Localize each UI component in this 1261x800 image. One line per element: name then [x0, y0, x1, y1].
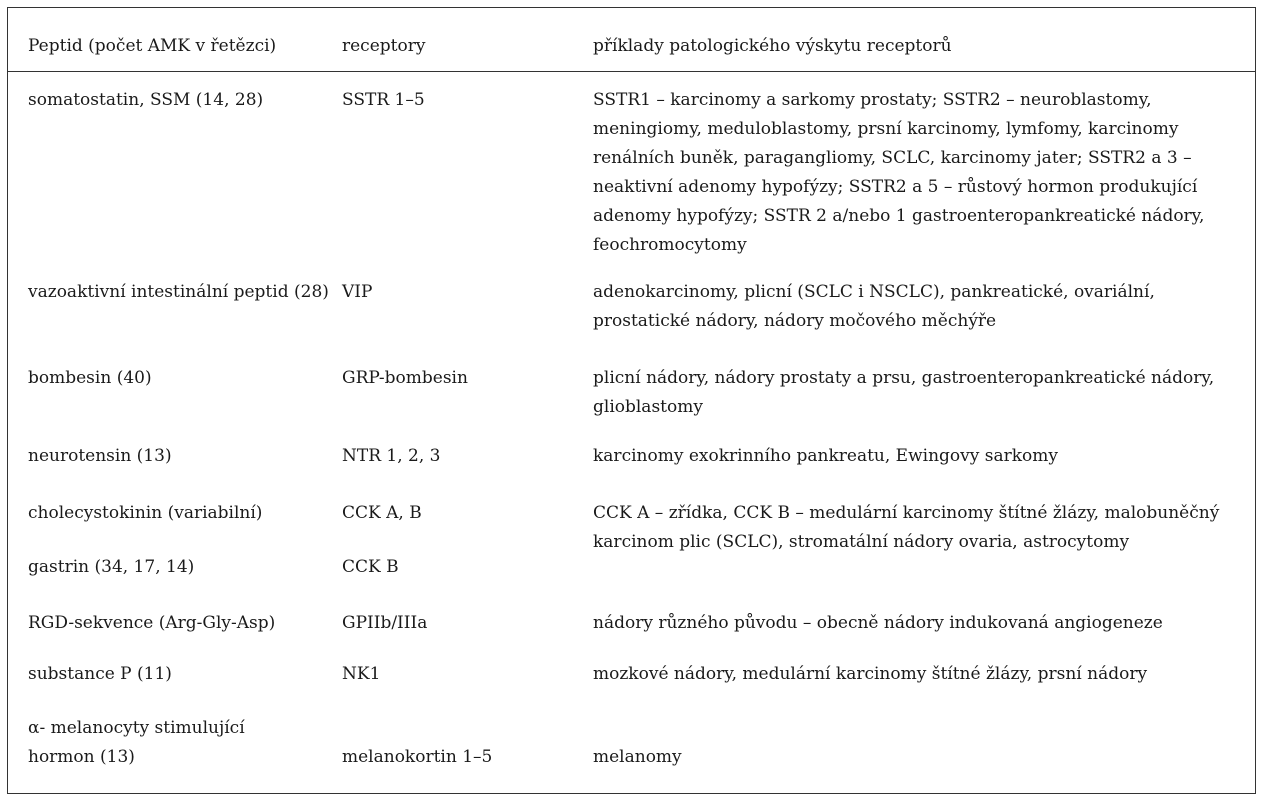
- row-vip-peptide: vazoaktivní intestinální peptid (28): [28, 282, 329, 302]
- header-pathology: příklady patologického výskytu receptorů: [593, 36, 952, 56]
- row-substance-p-receptors: NK1: [342, 664, 381, 684]
- row-neurotensin-receptors: NTR 1, 2, 3: [342, 446, 441, 466]
- text-line: neaktivní adenomy hypofýzy; SSTR2 a 5 – růstový hormon produkující: [593, 177, 1198, 197]
- text-line: hormon (13): [28, 747, 135, 767]
- row-neurotensin-peptide: neurotensin (13): [28, 446, 172, 466]
- text-line: feochromocytomy: [593, 235, 747, 255]
- header-peptide: Peptid (počet AMK v řetězci): [28, 36, 277, 56]
- row-neurotensin-pathology: karcinomy exokrinního pankreatu, Ewingovy sarkomy: [593, 446, 1059, 466]
- text-line: plicní nádory, nádory prostaty a prsu, gastroenteropankreatické nádory,: [593, 368, 1215, 388]
- row-vip-receptors: VIP: [342, 282, 373, 302]
- row-msh-pathology: melanomy: [593, 747, 682, 767]
- text-line: adenomy hypofýzy; SSTR 2 a/nebo 1 gastroenteropankreatické nádory,: [593, 206, 1205, 226]
- header-divider: [8, 71, 1255, 72]
- row-msh-peptide: [28, 714, 245, 772]
- row-bombesin-pathology: [593, 364, 1214, 422]
- text-line: SSTR1 – karcinomy a sarkomy prostaty; SSTR2 – neuroblastomy,: [593, 90, 1152, 110]
- header-receptors: receptory: [342, 36, 426, 56]
- row-somatostatin-pathology: [593, 86, 1204, 260]
- row-gastrin-peptide: gastrin (34, 17, 14): [28, 557, 195, 577]
- text-line: glioblastomy: [593, 397, 703, 417]
- row-msh-receptors: melanokortin 1–5: [342, 747, 493, 767]
- row-vip-pathology: [593, 278, 1155, 336]
- row-somatostatin-receptors: SSTR 1–5: [342, 90, 425, 110]
- text-line: prostatické nádory, nádory močového měchýře: [593, 311, 997, 331]
- text-line: α- melanocyty stimulující: [28, 718, 245, 738]
- row-substance-p-peptide: substance P (11): [28, 664, 172, 684]
- text-line: renálních buněk, paragangliomy, SCLC, karcinomy jater; SSTR2 a 3 –: [593, 148, 1192, 168]
- text-line: adenokarcinomy, plicní (SCLC i NSCLC), pankreatické, ovariální,: [593, 282, 1155, 302]
- row-rgd-peptide: RGD-sekvence (Arg-Gly-Asp): [28, 613, 276, 633]
- row-cholecystokinin-pathology: [593, 499, 1219, 557]
- text-line: meningiomy, meduloblastomy, prsní karcinomy, lymfomy, karcinomy: [593, 119, 1179, 139]
- peptide-receptor-table: [7, 7, 1256, 794]
- text-line: CCK A – zřídka, CCK B – medulární karcinomy štítné žlázy, malobuněčný: [593, 503, 1220, 523]
- row-gastrin-receptors: CCK B: [342, 557, 399, 577]
- row-bombesin-peptide: bombesin (40): [28, 368, 152, 388]
- row-rgd-receptors: GPIIb/IIIa: [342, 613, 428, 633]
- row-substance-p-pathology: mozkové nádory, medulární karcinomy štítné žlázy, prsní nádory: [593, 664, 1148, 684]
- row-rgd-pathology: nádory různého původu – obecně nádory indukovaná angiogeneze: [593, 613, 1163, 633]
- row-somatostatin-peptide: somatostatin, SSM (14, 28): [28, 90, 264, 110]
- text-line: karcinom plic (SCLC), stromatální nádory ovaria, astrocytomy: [593, 532, 1130, 552]
- row-bombesin-receptors: GRP-bombesin: [342, 368, 468, 388]
- row-cholecystokinin-peptide: cholecystokinin (variabilní): [28, 503, 263, 523]
- row-cholecystokinin-receptors: CCK A, B: [342, 503, 422, 523]
